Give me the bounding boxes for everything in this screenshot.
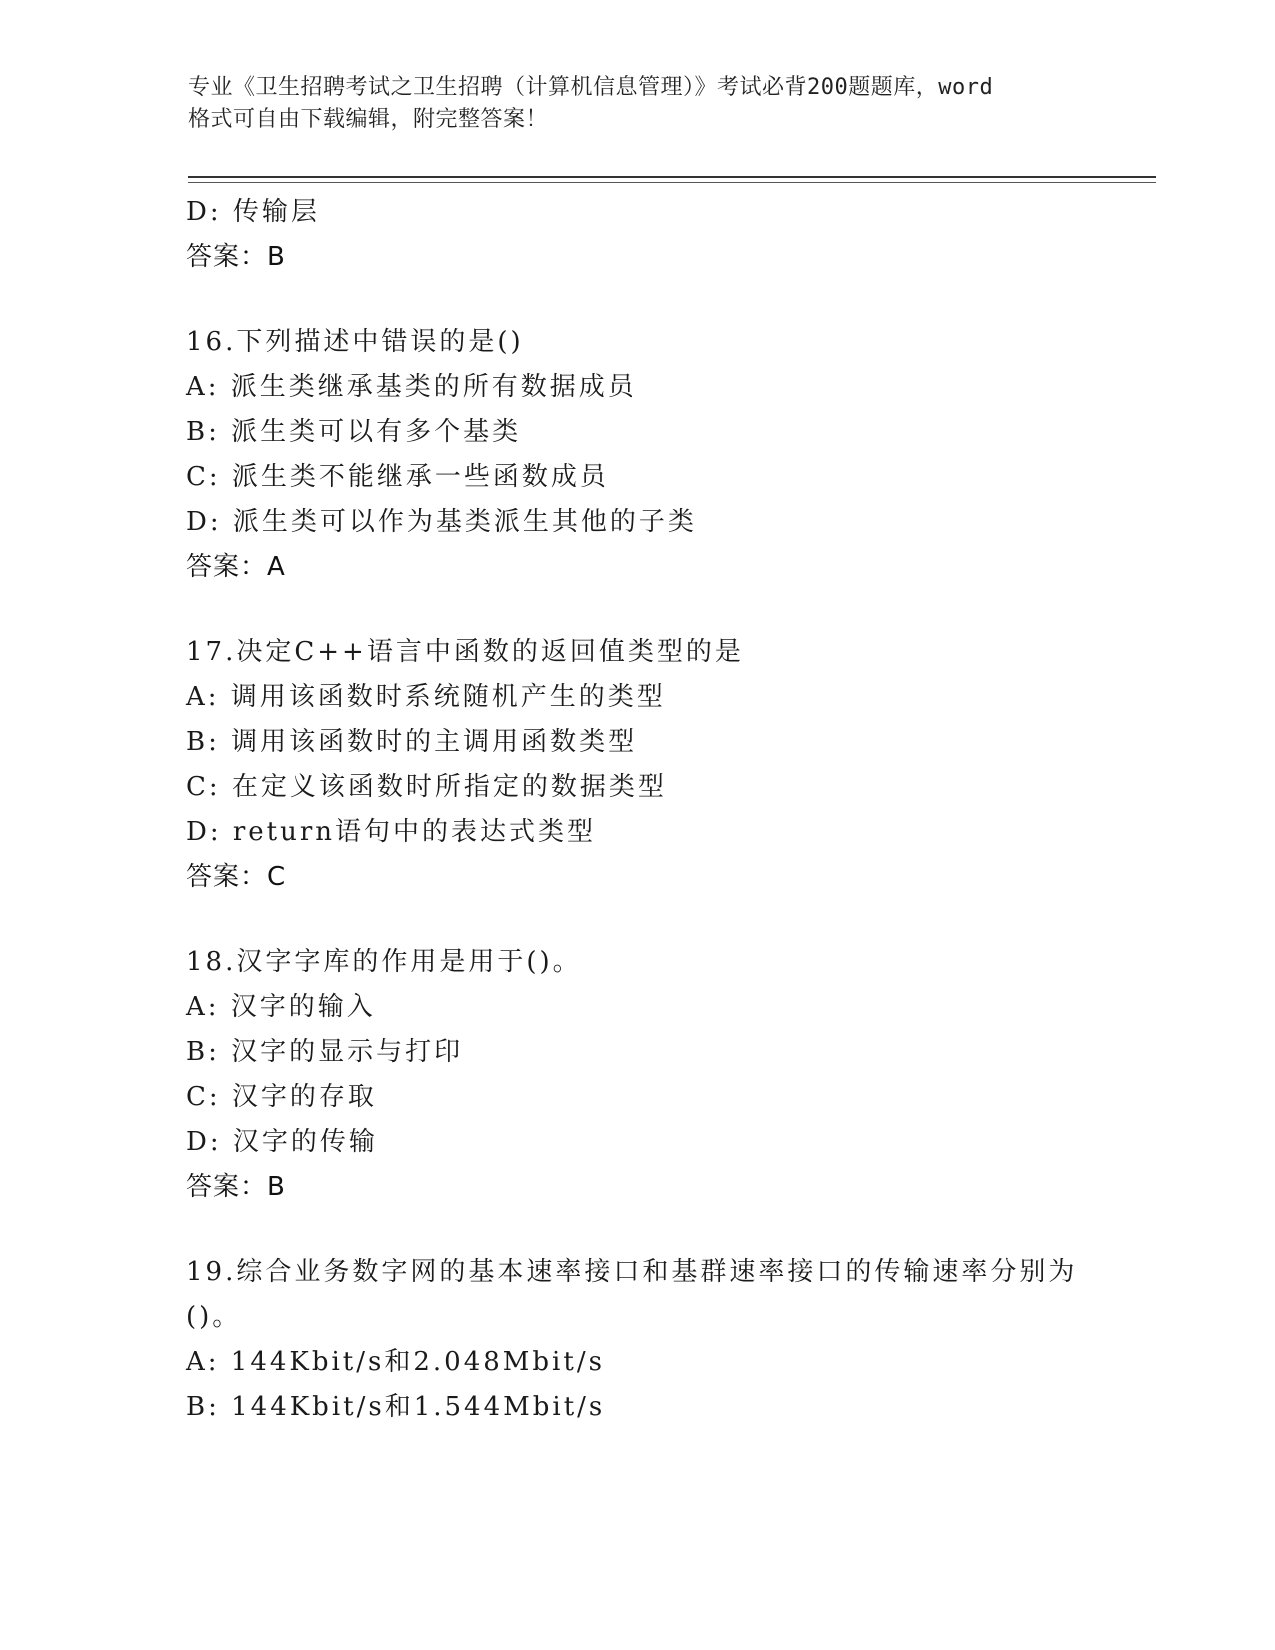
option-b: B: 144Kbit/s和1.544Mbit/s [186, 1392, 606, 1422]
question-17 [186, 630, 1106, 900]
header-title-line1: 专业《卫生招聘考试之卫生招聘（计算机信息管理）》考试必背200题题库，word [188, 75, 994, 100]
option-a: A: 派生类继承基类的所有数据成员 [186, 372, 637, 402]
document-header [188, 72, 1088, 136]
question-stem: 18.汉字字库的作用是用于()。 [186, 947, 582, 977]
header-divider-thin [188, 182, 1156, 183]
spacer [186, 1210, 1106, 1250]
option-b: B: 汉字的显示与打印 [186, 1037, 464, 1067]
option-a: A: 144Kbit/s和2.048Mbit/s [186, 1347, 605, 1377]
option-c: C: 派生类不能继承一些函数成员 [186, 462, 609, 492]
option-c: C: 汉字的存取 [186, 1082, 377, 1112]
question-18 [186, 940, 1106, 1210]
option-a: A: 汉字的输入 [186, 992, 376, 1022]
header-divider-thick [188, 176, 1156, 178]
question-16 [186, 320, 1106, 590]
question-stem: 17.决定C++语言中函数的返回值类型的是 [186, 637, 744, 667]
question-15-tail [186, 190, 1106, 280]
question-stem-line1: 19.综合业务数字网的基本速率接口和基群速率接口的传输速率分别为 [186, 1257, 1078, 1287]
option-d: D: 派生类可以作为基类派生其他的子类 [186, 507, 697, 537]
option-a: A: 调用该函数时系统随机产生的类型 [186, 682, 666, 712]
answer-label: 答案：A [186, 552, 286, 582]
spacer [186, 590, 1106, 630]
option-b: B: 派生类可以有多个基类 [186, 417, 522, 447]
question-stem: 16.下列描述中错误的是() [186, 327, 524, 357]
answer-label: 答案：B [186, 242, 286, 272]
option-d: D: 传输层 [186, 197, 320, 227]
spacer [186, 900, 1106, 940]
option-d: D: return语句中的表达式类型 [186, 817, 597, 847]
spacer [186, 280, 1106, 320]
answer-label: 答案：B [186, 1172, 286, 1202]
question-stem-line2: ()。 [186, 1302, 242, 1332]
answer-label: 答案：C [186, 862, 287, 892]
header-title-line2: 格式可自由下载编辑，附完整答案！ [188, 107, 549, 132]
option-c: C: 在定义该函数时所指定的数据类型 [186, 772, 667, 802]
question-list [186, 190, 1106, 1430]
option-b: B: 调用该函数时的主调用函数类型 [186, 727, 638, 757]
question-19 [186, 1250, 1106, 1430]
option-d: D: 汉字的传输 [186, 1127, 378, 1157]
